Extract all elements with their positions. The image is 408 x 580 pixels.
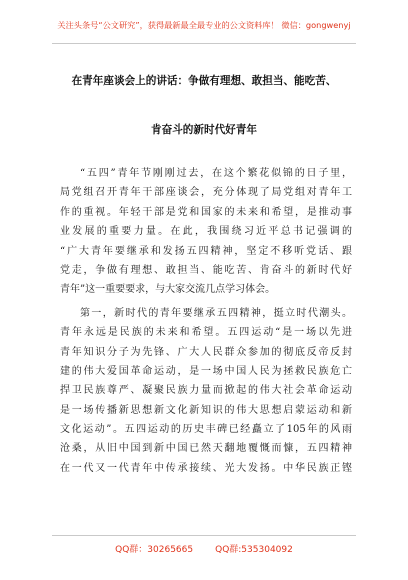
body-line: 作的重视。年轻干部是党和国家的未来和希望，是推动事 [60,206,352,218]
document-title-line-2: 肯奋斗的新时代好青年 [151,124,257,136]
body-line: 沧桑，从旧中国到新中国已然天翻地覆慨而慷，五四精神 [60,443,352,455]
footer-qq-group-1[interactable]: QQ群：30265665 [115,545,194,555]
body-line: “五四”青年节刚刚过去，在这个繁花似锦的日子里， [80,168,352,179]
body-line: 捍卫民族尊严、凝聚民族力量而掀起的伟大社会革命运动 [60,385,352,397]
body-line: 局党组召开青年干部座谈会，充分体现了局党组对青年工 [60,187,352,199]
body-line: 青年永远是民族的未来和希望。五四运动“是一场以先进 [60,327,352,339]
body-line: 建的伟大爱国革命运动，是一场中国人民为拯救民族危亡 [60,365,352,377]
document-title-line-1: 在青年座谈会上的讲话：争做有理想、敢担当、能吃苦、 [71,75,337,87]
body-line: 第一，新时代的青年要继承五四精神，挺立时代潮头。 [80,307,352,319]
document-body [60,164,352,478]
footer [0,542,408,555]
body-line: “广大青年要继承和发扬五四精神，坚定不移听党话、跟 [60,245,352,257]
header-banner[interactable]: 关注头条号“公文研究”，获得最新最全最专业的公文资料库！ 微信：gongwenyj [57,20,351,30]
body-line: 业发展的重要力量。在此，我围绕习近平总书记强调的 [60,226,352,238]
footer-divider [52,535,356,536]
body-line: 是一场传播新思想新文化新知识的伟大思想启蒙运动和新 [60,404,352,416]
body-line: 在一代又一代青年中传承接续、光大发扬。中华民族正铿 [60,462,352,474]
body-line: 文化运动”。五四运动的历史丰碑已经矗立了105年的风雨 [60,424,352,436]
body-line: 党走，争做有理想、敢担当、能吃苦、肯奋斗的新时代好 [60,264,352,276]
body-line: 青年知识分子为先锋、广大人民群众参加的彻底反帝反封 [60,346,352,358]
footer-qq-group-2[interactable]: QQ群:535304092 [215,545,293,555]
body-line: 青年”这一重要要求，与大家交流几点学习体会。 [60,284,276,296]
header-divider [52,43,356,44]
